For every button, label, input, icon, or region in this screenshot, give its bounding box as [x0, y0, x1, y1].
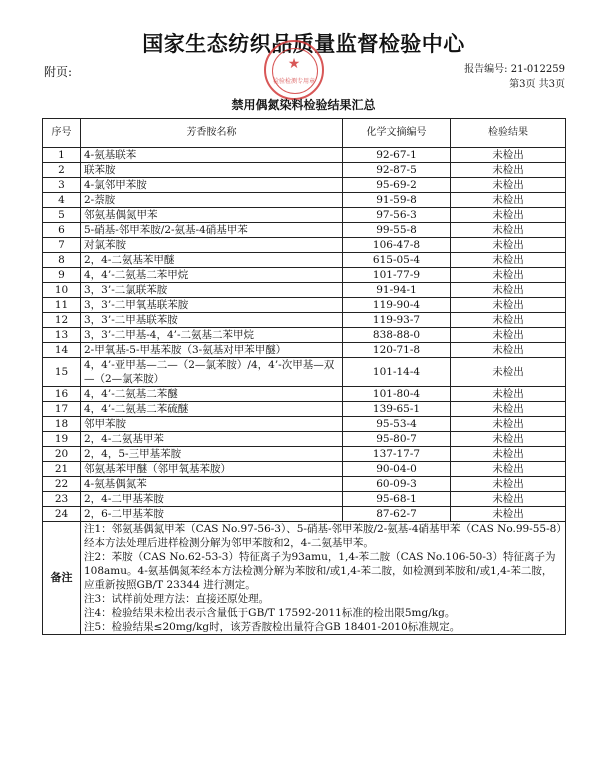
row-cas-number: 615-05-4: [343, 253, 451, 268]
row-number: 9: [43, 268, 81, 283]
row-number: 6: [43, 223, 81, 238]
table-title: 禁用偶氮染料检验结果汇总: [231, 98, 376, 112]
row-cas-number: 90-04-0: [343, 462, 451, 477]
note-5: 注5：检验结果≤20mg/kg时，该芳香胺检出量符合GB 18401-2010标准规定。: [84, 621, 461, 633]
row-cas-number: 99-55-8: [343, 223, 451, 238]
note-1: 注1：邻氨基偶氮甲苯（CAS No.97-56-3）、5-硝基-邻甲苯胺/2-氨基-4硝基甲苯（CAS No.99-55-8）经本方法处理后进样检测分解为邻甲苯胺和2，4-二氨基甲苯。: [84, 523, 562, 549]
row-amine-name: 4，4’-二氨基二苯醚: [81, 387, 343, 402]
table-row: [43, 462, 566, 477]
col-header-result: 检验结果: [451, 119, 566, 148]
notes-row: [43, 522, 566, 635]
row-amine-name: 2，4，5-三甲基苯胺: [81, 447, 343, 462]
row-number: 5: [43, 208, 81, 223]
table-row: [43, 328, 566, 343]
row-result: 未检出: [451, 387, 566, 402]
row-cas-number: 95-80-7: [343, 432, 451, 447]
row-amine-name: 5-硝基-邻甲苯胺/2-氨基-4硝基甲苯: [81, 223, 343, 238]
row-amine-name: 4，4’-二氨基二苯甲烷: [81, 268, 343, 283]
table-header-row: [43, 119, 566, 148]
row-amine-name: 对氯苯胺: [81, 238, 343, 253]
row-amine-name: 2，6-二甲基苯胺: [81, 507, 343, 522]
row-number: 10: [43, 283, 81, 298]
row-number: 2: [43, 163, 81, 178]
note-2: 注2：苯胺（CAS No.62-53-3）特征离子为93amu，1,4-苯二胺（CAS No.106-50-3）特征离子为108amu。4-氨基偶氮苯经本方法检测分解为苯胺和/或1,4-苯二胺，如检测到苯胺和/或1,4-苯二胺，应重新按照GB/T 23344 进行测定。: [84, 551, 556, 591]
row-result: 未检出: [451, 148, 566, 163]
row-result: 未检出: [451, 447, 566, 462]
col-header-name: 芳香胺名称: [81, 119, 343, 148]
row-result: 未检出: [451, 402, 566, 417]
row-number: 8: [43, 253, 81, 268]
row-result: 未检出: [451, 343, 566, 358]
row-number: 16: [43, 387, 81, 402]
row-cas-number: 101-77-9: [343, 268, 451, 283]
row-result: 未检出: [451, 283, 566, 298]
row-amine-name: 2，4-二氨基甲苯: [81, 432, 343, 447]
table-row: [43, 178, 566, 193]
table-row: [43, 313, 566, 328]
row-number: 22: [43, 477, 81, 492]
note-3: 注3：试样前处理方法：直接还原处理。: [84, 593, 270, 605]
table-row: [43, 163, 566, 178]
row-cas-number: 139-65-1: [343, 402, 451, 417]
row-number: 23: [43, 492, 81, 507]
table-row: [43, 193, 566, 208]
row-number: 7: [43, 238, 81, 253]
table-row: [43, 492, 566, 507]
row-result: 未检出: [451, 462, 566, 477]
row-result: 未检出: [451, 328, 566, 343]
row-number: 17: [43, 402, 81, 417]
row-result: 未检出: [451, 253, 566, 268]
page-info: 第3页 共3页: [509, 79, 565, 90]
row-result: 未检出: [451, 238, 566, 253]
row-number: 21: [43, 462, 81, 477]
table-row: [43, 238, 566, 253]
table-row: [43, 283, 566, 298]
row-number: 15: [43, 358, 81, 387]
seal-text: 检验检测专用章: [272, 78, 315, 85]
row-amine-name: 2-萘胺: [81, 193, 343, 208]
row-result: 未检出: [451, 208, 566, 223]
row-amine-name: 2，4-二甲基苯胺: [81, 492, 343, 507]
row-cas-number: 106-47-8: [343, 238, 451, 253]
row-result: 未检出: [451, 313, 566, 328]
row-amine-name: 3，3’-二甲基联苯胺: [81, 313, 343, 328]
row-cas-number: 91-94-1: [343, 283, 451, 298]
row-cas-number: 137-17-7: [343, 447, 451, 462]
row-number: 11: [43, 298, 81, 313]
row-amine-name: 邻甲苯胺: [81, 417, 343, 432]
row-number: 13: [43, 328, 81, 343]
row-number: 1: [43, 148, 81, 163]
table-row: [43, 253, 566, 268]
seal-star-icon: ★: [287, 56, 301, 72]
table-row: [43, 447, 566, 462]
row-cas-number: 95-69-2: [343, 178, 451, 193]
row-number: 14: [43, 343, 81, 358]
table-row: [43, 387, 566, 402]
row-cas-number: 120-71-8: [343, 343, 451, 358]
table-row: [43, 208, 566, 223]
table-row: [43, 343, 566, 358]
row-result: 未检出: [451, 477, 566, 492]
notes-label: 备注: [43, 522, 81, 635]
col-header-no: 序号: [43, 119, 81, 148]
row-amine-name: 4-氨基联苯: [81, 148, 343, 163]
row-amine-name: 3，3’-二甲氧基联苯胺: [81, 298, 343, 313]
table-row: [43, 298, 566, 313]
row-result: 未检出: [451, 432, 566, 447]
row-cas-number: 87-62-7: [343, 507, 451, 522]
row-number: 4: [43, 193, 81, 208]
row-cas-number: 97-56-3: [343, 208, 451, 223]
row-result: 未检出: [451, 358, 566, 387]
note-4: 注4：检验结果未检出表示含量低于GB/T 17592-2011标准的检出限5mg/kg。: [84, 607, 456, 619]
table-row: [43, 358, 566, 387]
row-cas-number: 92-67-1: [343, 148, 451, 163]
row-number: 24: [43, 507, 81, 522]
row-number: 20: [43, 447, 81, 462]
table-row: [43, 432, 566, 447]
col-header-cas: 化学文摘编号: [343, 119, 451, 148]
row-result: 未检出: [451, 178, 566, 193]
row-result: 未检出: [451, 507, 566, 522]
row-cas-number: 91-59-8: [343, 193, 451, 208]
row-amine-name: 邻氨基苯甲醚（邻甲氧基苯胺）: [81, 462, 343, 477]
row-cas-number: 838-88-0: [343, 328, 451, 343]
row-cas-number: 101-80-4: [343, 387, 451, 402]
row-amine-name: 4，4’-二氨基二苯硫醚: [81, 402, 343, 417]
results-table: [42, 118, 566, 635]
row-cas-number: 95-53-4: [343, 417, 451, 432]
row-number: 3: [43, 178, 81, 193]
table-row: [43, 402, 566, 417]
row-cas-number: 101-14-4: [343, 358, 451, 387]
row-result: 未检出: [451, 163, 566, 178]
row-amine-name: 4，4’-亚甲基—二—（2—氯苯胺）/4，4’-次甲基—双—（2—氯苯胺）: [81, 358, 343, 387]
report-number: 报告编号: 21-012259: [464, 64, 565, 75]
row-result: 未检出: [451, 223, 566, 238]
table-row: [43, 148, 566, 163]
row-amine-name: 联苯胺: [81, 163, 343, 178]
row-result: 未检出: [451, 268, 566, 283]
table-row: [43, 268, 566, 283]
row-result: 未检出: [451, 492, 566, 507]
row-cas-number: 60-09-3: [343, 477, 451, 492]
row-number: 19: [43, 432, 81, 447]
row-result: 未检出: [451, 193, 566, 208]
attachment-label: 附页:: [44, 65, 73, 79]
row-number: 12: [43, 313, 81, 328]
row-cas-number: 95-68-1: [343, 492, 451, 507]
row-cas-number: 119-90-4: [343, 298, 451, 313]
row-result: 未检出: [451, 417, 566, 432]
row-result: 未检出: [451, 298, 566, 313]
report-meta: [464, 62, 565, 92]
official-seal: [264, 40, 324, 100]
table-row: [43, 507, 566, 522]
row-amine-name: 2-甲氧基-5-甲基苯胺（3-氨基对甲苯甲醚）: [81, 343, 343, 358]
row-amine-name: 邻氨基偶氮甲苯: [81, 208, 343, 223]
row-amine-name: 2，4-二氨基苯甲醚: [81, 253, 343, 268]
row-number: 18: [43, 417, 81, 432]
table-row: [43, 223, 566, 238]
row-amine-name: 4-氨基偶氮苯: [81, 477, 343, 492]
table-row: [43, 417, 566, 432]
document-title: 国家生态纺织品质量监督检验中心: [142, 32, 465, 56]
table-row: [43, 477, 566, 492]
row-cas-number: 119-93-7: [343, 313, 451, 328]
row-amine-name: 4-氯邻甲苯胺: [81, 178, 343, 193]
notes-content: [81, 522, 566, 635]
row-cas-number: 92-87-5: [343, 163, 451, 178]
row-amine-name: 3，3’-二氯联苯胺: [81, 283, 343, 298]
row-amine-name: 3，3’-二甲基-4，4’-二氨基二苯甲烷: [81, 328, 343, 343]
